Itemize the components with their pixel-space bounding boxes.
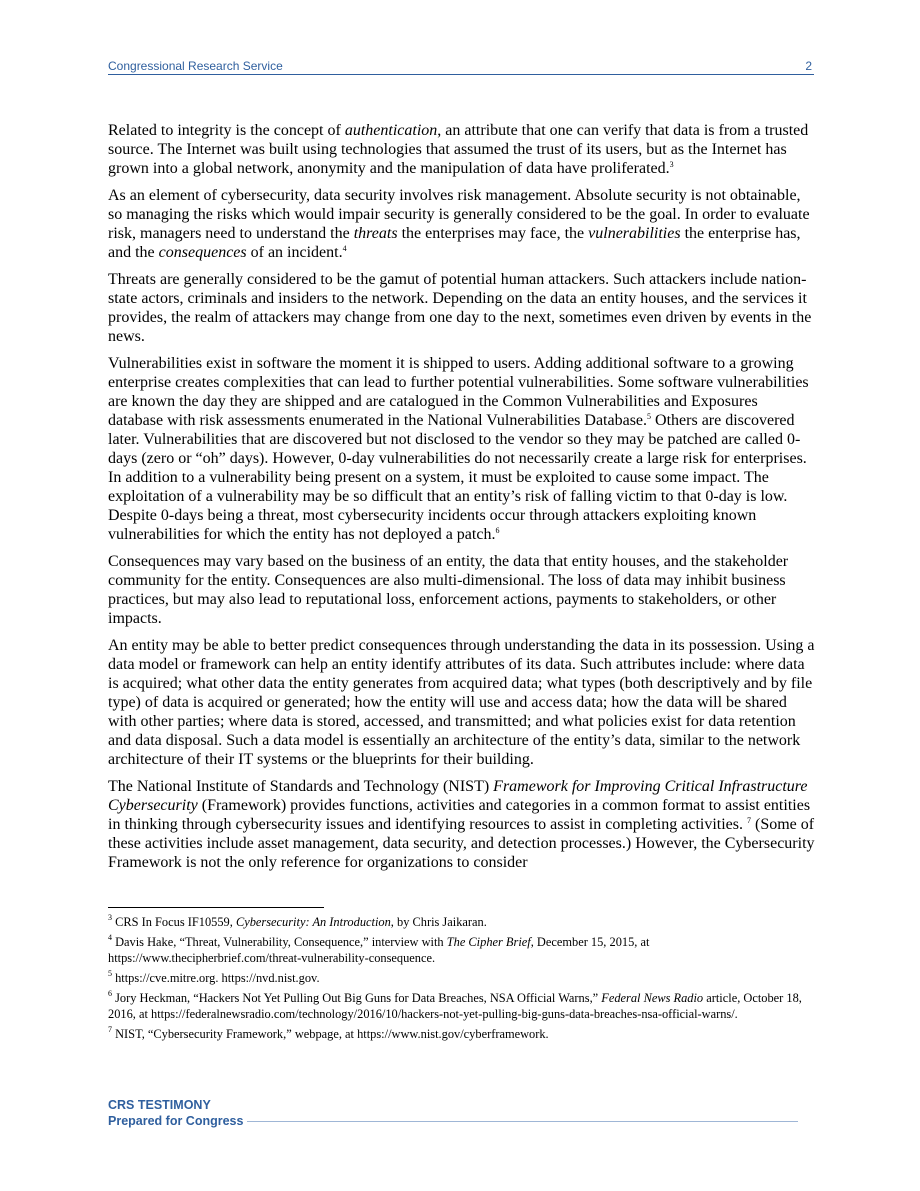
footnote-italic: Federal News Radio [601, 991, 704, 1005]
footnote-number: 6 [108, 989, 112, 998]
text-run: Others are discovered later. Vulnerabilities that are discovered but not disclosed to the vendor so they may be patched are called 0-days (zero or “oh” days). However, 0-day vulnerabilities do not necessarily create a large risk for enterprises. In addition to a vulnerability being present on a system, it must be exploited to cause some impact. The exploitation of a vulnerability may be so difficult that an entity’s risk of falling victim to that 0-day is low. Despite 0-days being a threat, most cybersecurity incidents occur through attackers exploiting known vulnerabilities for which the entity has not deployed a patch. [108, 412, 807, 543]
footnote-link-text[interactable]: NIST, “Cybersecurity Framework,” webpage, at https://www.nist.gov/cyberframework. [112, 1027, 549, 1041]
text-run: the enterprises may face, the [397, 225, 589, 242]
footnote-number: 5 [108, 969, 112, 978]
footnote-ref-7[interactable]: 7 [747, 816, 751, 825]
emphasis-framework-title: Framework for Improving Critical Infrastructure Cybersecurity [108, 778, 808, 814]
footnote-5 [108, 970, 816, 986]
footnote-7 [108, 1026, 816, 1042]
text-run: (Some of these activities include asset management, data security, and detection processes.) However, the Cybersecurity Framework is not the only reference for organizations to consider [108, 816, 815, 871]
paragraph-risk-management [108, 186, 816, 262]
footnote-separator [108, 907, 324, 908]
footnote-ref-6[interactable]: 6 [495, 526, 500, 535]
footer-subtitle: Prepared for Congress [108, 1114, 244, 1128]
text-run: Related to integrity is the concept of [108, 122, 345, 139]
page-header [108, 58, 814, 75]
paragraph-data-model: An entity may be able to better predict consequences through understanding the data in its possession. Using a data model or framework can help an entity identify attributes of its data. Such attributes include: where data is acquired; what other data the entity generates from acquired data; what types (both descriptively and by file type) of data is acquired or generated; how the entity will use and access data; how the data will be shared with other parties; where data is stored, accessed, and transmitted; and what policies exist for data retention and data disposal. Such a data model is essentially an architecture of the entity’s data, similar to the network architecture of their IT systems or the blueprints for their building. [108, 637, 815, 768]
page-footer [108, 1097, 798, 1129]
footer-rule [247, 1121, 798, 1122]
paragraph-threats: Threats are generally considered to be the gamut of potential human attackers. Such attackers include nation-state actors, criminals and insiders to the network. Depending on the data an entity houses, and the services it provides, the realm of attackers may change from one day to the next, sometimes even driven by events in the news. [108, 271, 812, 345]
footnote-ref-4[interactable]: 4 [342, 244, 347, 253]
text-run: , an attribute that one can verify that data is from a trusted source. The Internet was built using technologies that assumed the trust of its users, but as the Internet has grown into a global network, anonymity and the manipulation of data have proliferated. [108, 122, 809, 177]
text-run: , by Chris Jaikaran. [390, 915, 487, 929]
footer-title: CRS TESTIMONY [108, 1098, 211, 1112]
footnote-link-text[interactable]: , December 15, 2015, at https://www.thecipherbrief.com/threat-vulnerability-consequence. [108, 935, 650, 965]
footnote-3 [108, 914, 816, 930]
text-run: of an incident. [246, 244, 343, 261]
footnote-number: 3 [108, 913, 112, 922]
footnote-italic: Cybersecurity: An Introduction [235, 915, 391, 929]
paragraph-authentication [108, 121, 816, 178]
text-run: Vulnerabilities exist in software the moment it is shipped to users. Adding additional software to a growing enterprise creates complexities that can lead to further potential vulnerabilities. Some software vulnerabilities are known the day they are shipped and are catalogued in the Common Vulnerabilities and Exposures database with risk assessments enumerated in the National Vulnerabilities Database. [108, 355, 809, 429]
text-run: the enterprise has, and the [108, 225, 801, 261]
emphasis-consequences: consequences [158, 244, 247, 261]
footnote-link-text[interactable]: article, October 18, 2016, at https://federalnewsradio.com/technology/2016/10/hackers-not-yet-pulling-big-guns-data-breaches-nsa-official-warns/. [108, 991, 802, 1021]
footnote-number: 7 [108, 1025, 112, 1034]
footer-subtitle-row [108, 1113, 798, 1129]
paragraph-vulnerabilities [108, 354, 816, 544]
header-source: Congressional Research Service [108, 59, 283, 73]
footnote-4 [108, 934, 816, 966]
text-run: As an element of cybersecurity, data security involves risk management. Absolute security is not obtainable, so managing the risks which would impair security is generally considered to be the goal. In order to evaluate risk, managers need to understand the [108, 187, 810, 242]
paragraph-nist-framework [108, 777, 816, 872]
body-text [108, 121, 816, 880]
text-run: (Framework) provides functions, activities and categories in a common format to assist entities in thinking through cybersecurity issues and identifying resources to assist in completing activities. [108, 797, 811, 833]
emphasis-vulnerabilities: vulnerabilities [588, 225, 681, 242]
page-number: 2 [805, 59, 812, 73]
emphasis-threats: threats [353, 225, 398, 242]
emphasis-authentication: authentication [344, 122, 438, 139]
paragraph-consequences: Consequences may vary based on the business of an entity, the data that entity houses, and the stakeholder community for the entity. Consequences are also multi-dimensional. The loss of data may inhibit business practices, but may also lead to reputational loss, enforcement actions, payments to stakeholders, or other impacts. [108, 553, 789, 627]
text-run: The National Institute of Standards and Technology (NIST) [108, 778, 494, 795]
footnote-link-text[interactable]: https://cve.mitre.org. https://nvd.nist.gov. [112, 971, 320, 985]
footnote-ref-5[interactable]: 5 [647, 412, 652, 421]
text-run: Davis Hake, “Threat, Vulnerability, Consequence,” interview with [112, 935, 447, 949]
footnote-6 [108, 990, 816, 1022]
footnote-number: 4 [108, 933, 112, 942]
footnote-italic: The Cipher Brief [446, 935, 531, 949]
text-run: CRS In Focus IF10559, [112, 915, 236, 929]
footnotes [108, 914, 816, 1046]
footnote-ref-3[interactable]: 3 [669, 160, 674, 169]
text-run: Jory Heckman, “Hackers Not Yet Pulling Out Big Guns for Data Breaches, NSA Official Warns,” [112, 991, 602, 1005]
